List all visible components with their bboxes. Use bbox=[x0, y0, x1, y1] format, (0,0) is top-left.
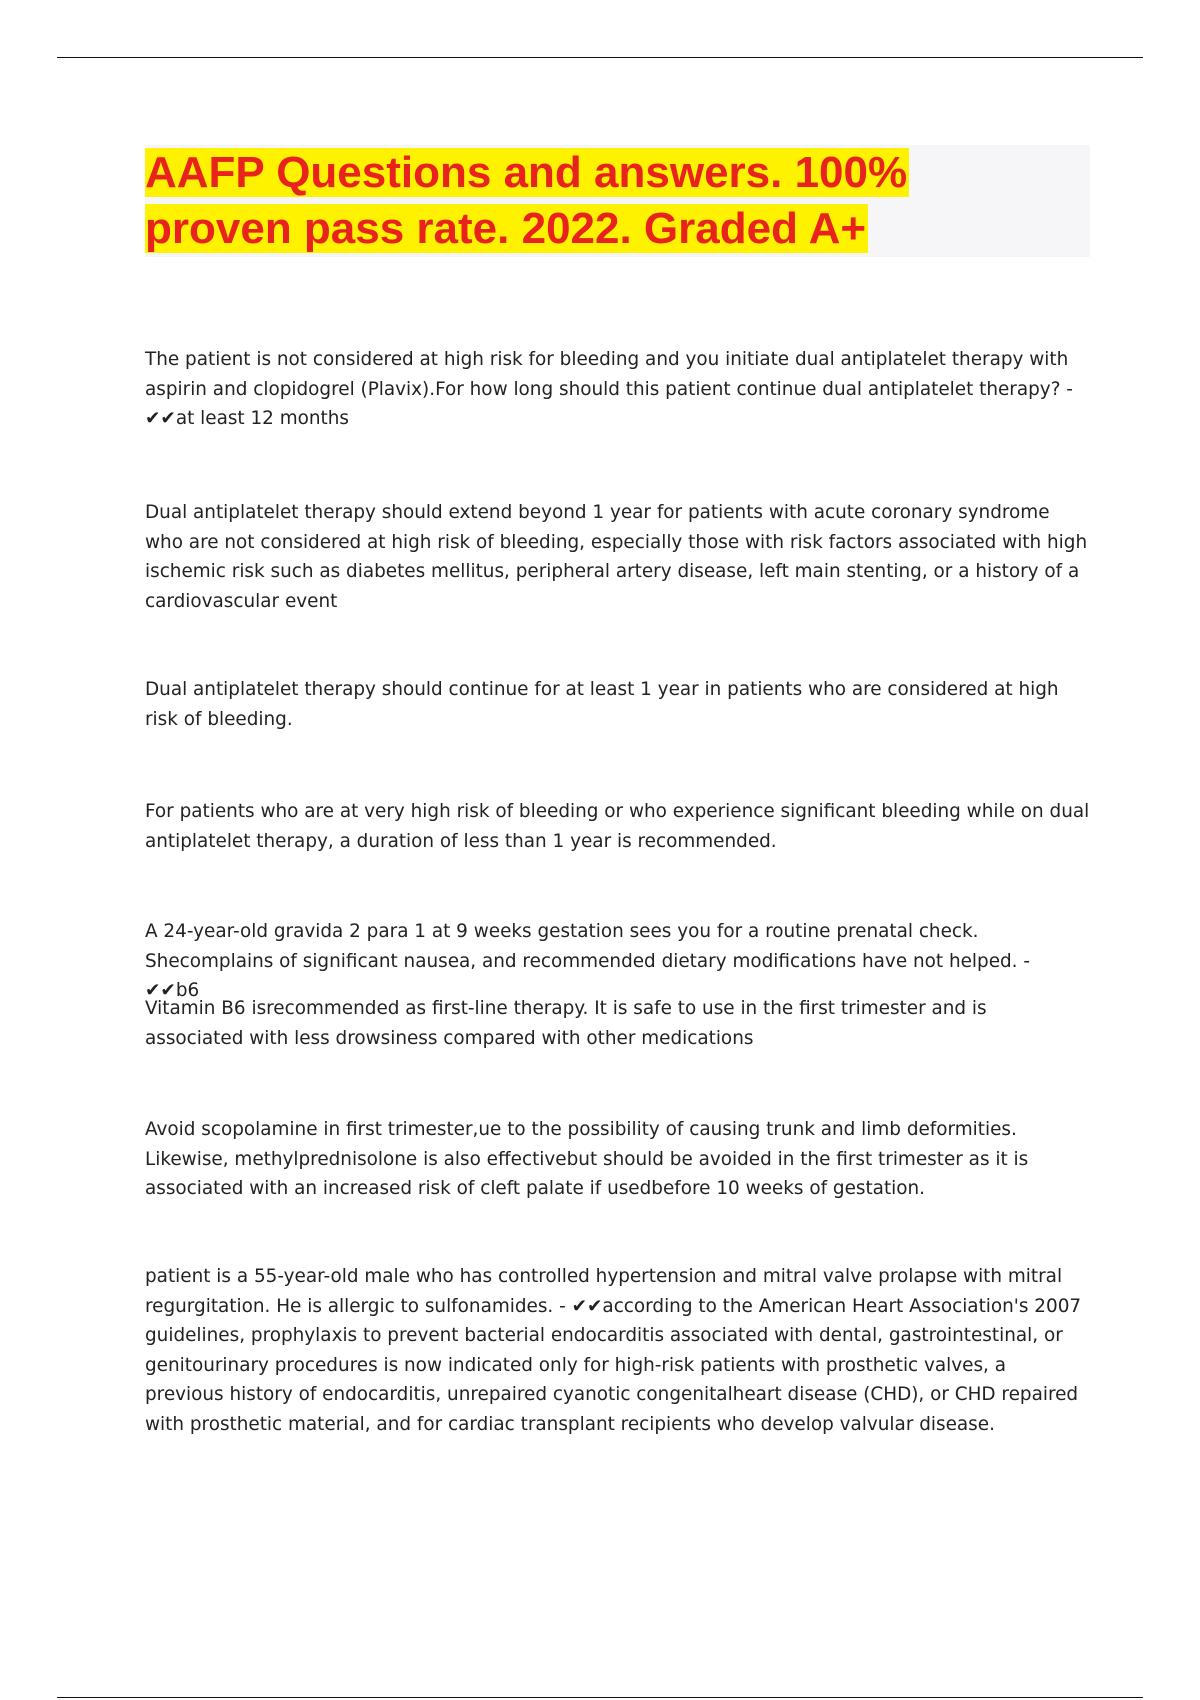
paragraph-dapt-very-high-risk: For patients who are at very high risk of bleeding or who experience significant bleeding while on dual antiplatelet therapy, a duration of less than 1 year is recommended. bbox=[145, 801, 1090, 852]
title-block bbox=[145, 145, 1090, 257]
bottom-rule bbox=[57, 1697, 1143, 1698]
paragraph-nausea-question: A 24-year-old gravida 2 para 1 at 9 weeks gestation sees you for a routine prenatal check. Shecomplains of significant nausea, and recommended dietary modifications have not helped. - ✔✔b6 bbox=[145, 921, 1031, 1001]
paragraph-dapt-beyond-1-year: Dual antiplatelet therapy should extend beyond 1 year for patients with acute coronary syndrome who are not considered at high risk of bleeding, especially those with risk factors associated with high ischemic risk such as diabetes mellitus, peripheral artery disease, left main stenting, or a history of a cardiovascular event bbox=[145, 502, 1088, 612]
top-rule bbox=[57, 57, 1143, 58]
paragraph-scopolamine: Avoid scopolamine in first trimester,ue to the possibility of causing trunk and limb deformities. Likewise, methylprednisolone is also effectivebut should be avoided in the first trimester as it is associated with an increased risk of cleft palate if usedbefore 10 weeks of gestation. bbox=[145, 1119, 1029, 1199]
title-line-2: proven pass rate. 2022. Graded A+ bbox=[145, 204, 867, 253]
paragraph-vitamin-b6: Vitamin B6 isrecommended as first-line therapy. It is safe to use in the first trimester and is associated with less drowsiness compared with other medications bbox=[145, 998, 987, 1049]
paragraph-endocarditis-question: patient is a 55-year-old male who has controlled hypertension and mitral valve prolapse with mitral regurgitation. He is allergic to sulfonamides. - ✔✔according to the American Heart Association's 2007 guidelines, prophylaxis to prevent bacterial endocarditis associated with dental, gastrointestinal, or genitourinary procedures is now indicated only for high-risk patients with prosthetic valves, a previous history of endocarditis, unrepaired cyanotic congenitalheart disease (CHD), or CHD repaired with prosthetic material, and for cardiac transplant recipients who develop valvular disease. bbox=[145, 1266, 1082, 1435]
document-title bbox=[145, 145, 1090, 257]
paragraph-dapt-duration-question: The patient is not considered at high risk for bleeding and you initiate dual antiplatelet therapy with aspirin and clopidogrel (Plavix).For how long should this patient continue dual antiplatelet therapy? - ✔✔at least 12 months bbox=[145, 349, 1073, 429]
paragraph-dapt-high-risk: Dual antiplatelet therapy should continue for at least 1 year in patients who are considered at high risk of bleeding. bbox=[145, 679, 1059, 730]
title-line-1: AAFP Questions and answers. 100% bbox=[145, 148, 908, 197]
